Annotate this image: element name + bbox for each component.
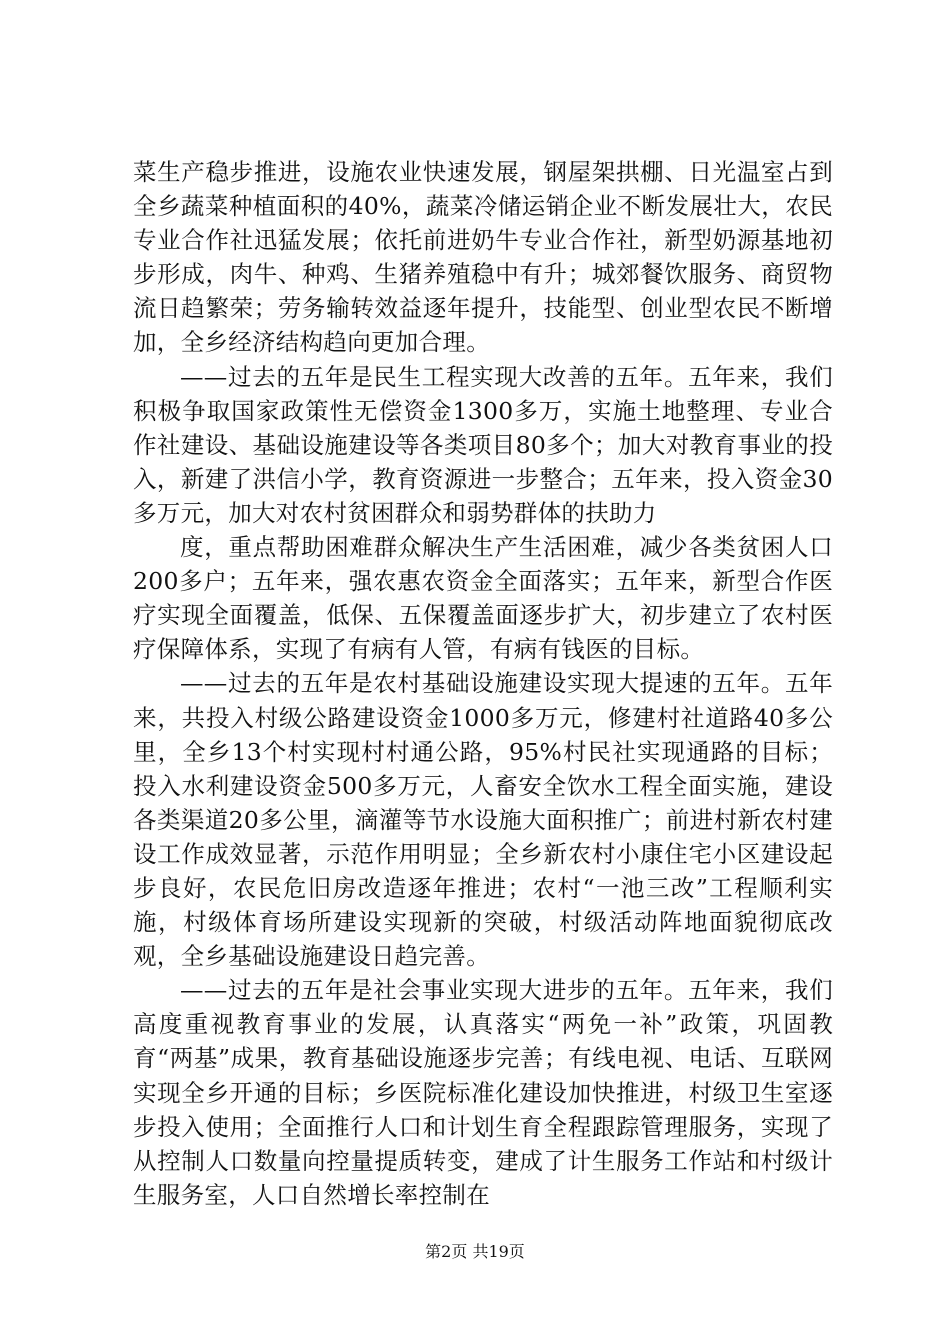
paragraph-continuation-agriculture: 菜生产稳步推进，设施农业快速发展，钢屋架拱棚、日光温室占到全乡蔬菜种植面积的40%，蔬菜冷储运销企业不断发展壮大，农民专业合作社迅猛发展；依托前进奶牛专业合作社，新型奶源基地初步形成，肉牛、种鸡、生猪养殖稳中有升；城郊餐饮服务、商贸物流日趋繁荣；劳务输转效益逐年提升，技能型、创业型农民不断增加，全乡经济结构趋向更加合理。 bbox=[133, 158, 833, 357]
paragraph-infrastructure: ——过去的五年是农村基础设施建设实现大提速的五年。五年来，共投入村级公路建设资金1000多万元，修建村社道路40多公里，全乡13个村实现村村通公路，95%村民社实现通路的目标；投入水利建设资金500多万元，人畜安全饮水工程全面实施，建设各类渠道20多公里，滴灌等节水设施大面积推广；前进村新农村建设工作成效显著，示范作用明显；全乡新农村小康住宅小区建设起步良好，农民危旧房改造逐年推进；农村“一池三改”工程顺利实施，村级体育场所建设实现新的突破，村级活动阵地面貌彻底改观，全乡基础设施建设日趋完善。 bbox=[133, 669, 833, 971]
document-body bbox=[133, 155, 833, 1212]
paragraph-poverty-relief: 度，重点帮助困难群众解决生产生活困难，减少各类贫困人口200多户；五年来，强农惠农资金全面落实；五年来，新型合作医疗实现全面覆盖，低保、五保覆盖面逐步扩大，初步建立了农村医疗保障体系，实现了有病有人管，有病有钱医的目标。 bbox=[133, 533, 833, 664]
paragraph-social-undertakings: ——过去的五年是社会事业实现大进步的五年。五年来，我们高度重视教育事业的发展，认真落实“两免一补”政策，巩固教育“两基”成果，教育基础设施逐步完善；有线电视、电话、互联网实现全乡开通的目标；乡医院标准化建设加快推进，村级卫生室逐步投入使用；全面推行人口和计划生育全程跟踪管理服务，实现了从控制人口数量向控量提质转变，建成了计生服务工作站和村级计生服务室，人口自然增长率控制在 bbox=[133, 976, 833, 1209]
page-footer: 第2页 共19页 bbox=[425, 1242, 525, 1261]
paragraph-livelihood: ——过去的五年是民生工程实现大改善的五年。五年来，我们积极争取国家政策性无偿资金1300多万，实施土地整理、专业合作社建设、基础设施建设等各类项目80多个；加大对教育事业的投入，新建了洪信小学，教育资源进一步整合；五年来，投入资金30多万元，加大对农村贫困群众和弱势群体的扶助力 bbox=[133, 362, 833, 527]
